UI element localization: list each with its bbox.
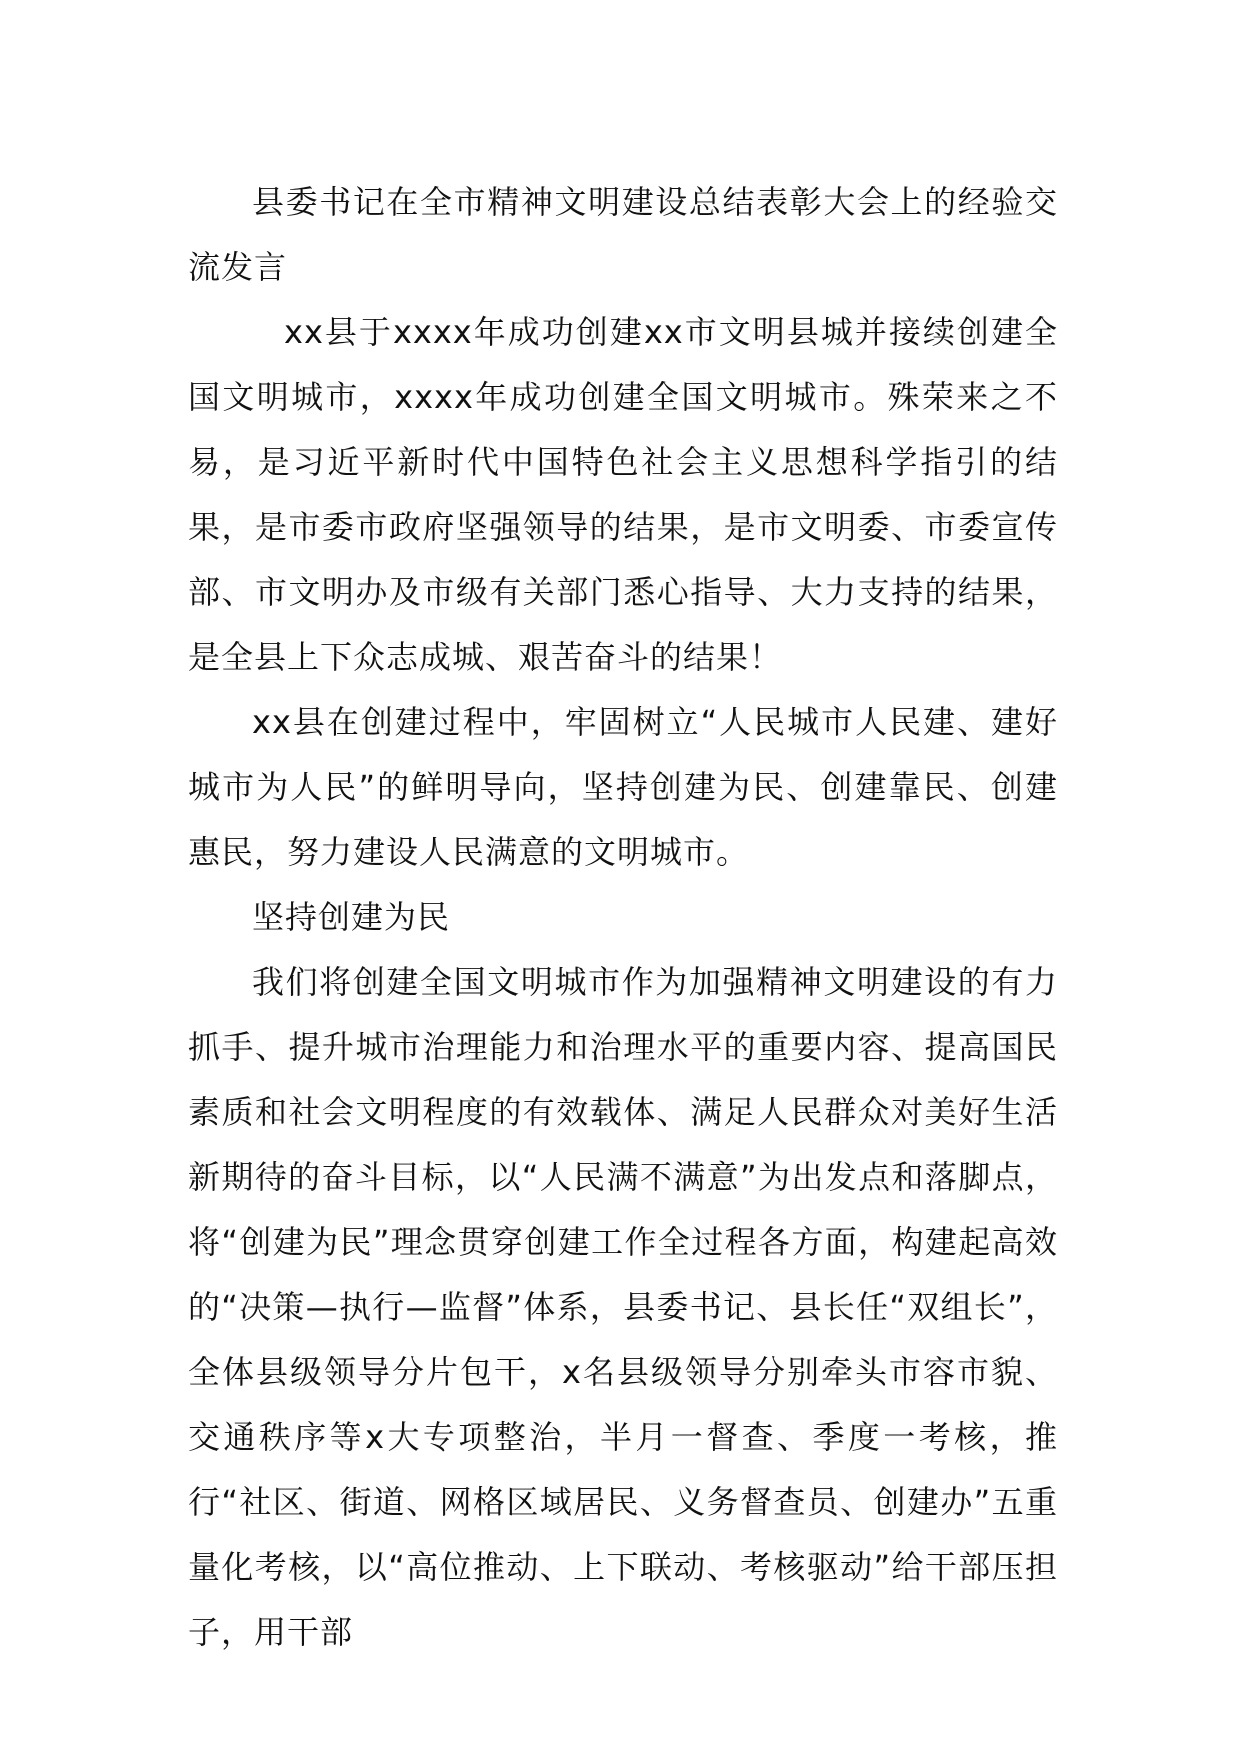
document-page [188,170,1058,1665]
section-heading: 坚持创建为民 [252,898,451,936]
document-title: 县委书记在全市精神文明建设总结表彰大会上的经验交流发言 [188,183,1058,286]
paragraph-intro: xx县于xxxx年成功创建xx市文明县城并接续创建全国文明城市，xxxx年成功创建全国文明城市。殊荣来之不易，是习近平新时代中国特色社会主义思想科学指引的结果，是市委市政府坚强领导的结果，是市文明委、市委宣传部、市文明办及市级有关部门悉心指导、大力支持的结果，是全县上下众志成城、艰苦奋斗的结果！ [188,313,1058,676]
paragraph-creation-process: xx县在创建过程中，牢固树立“人民城市人民建、建好城市为人民”的鲜明导向，坚持创建为民、创建靠民、创建惠民，努力建设人民满意的文明城市。 [188,703,1058,871]
paragraph-body: 我们将创建全国文明城市作为加强精神文明建设的有力抓手、提升城市治理能力和治理水平的重要内容、提高国民素质和社会文明程度的有效载体、满足人民群众对美好生活新期待的奋斗目标，以“人民满不满意”为出发点和落脚点，将“创建为民”理念贯穿创建工作全过程各方面，构建起高效的“决策—执行—监督”体系，县委书记、县长任“双组长”，全体县级领导分片包干，x名县级领导分别牵头市容市貌、交通秩序等x大专项整治，半月一督查、季度一考核，推行“社区、街道、网格区域居民、义务督查员、创建办”五重量化考核，以“高位推动、上下联动、考核驱动”给干部压担子，用干部 [188,963,1058,1651]
